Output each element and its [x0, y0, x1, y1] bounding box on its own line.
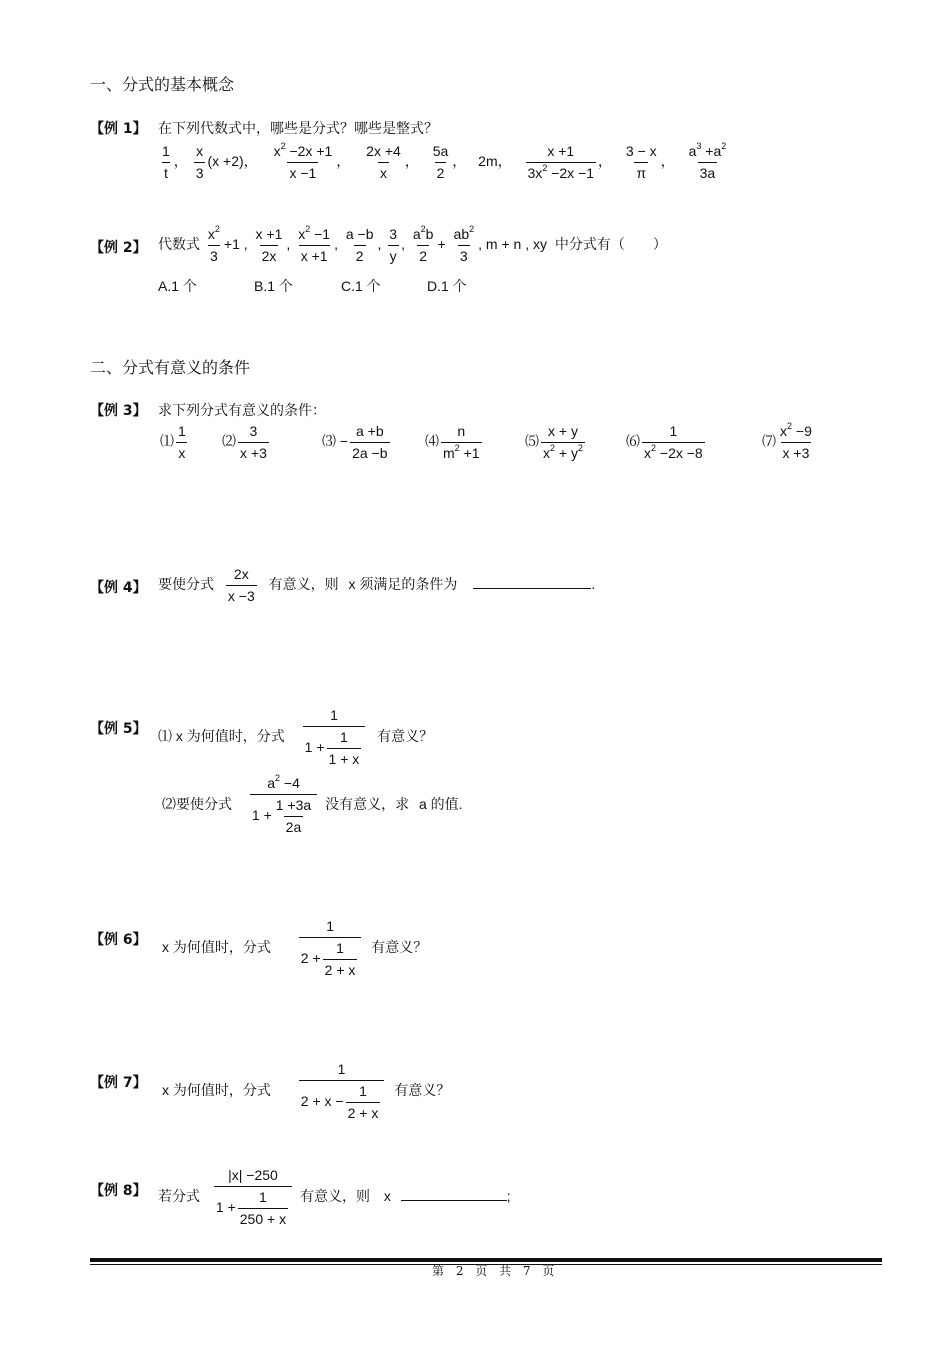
ex4-answer-blank[interactable] [473, 588, 591, 589]
section-2-title: 二、分式有意义的条件 [90, 358, 251, 377]
ex1-fraction-8: $\frac{3 - x}{\pi}$ [625, 143, 657, 181]
ex2-fraction-5: $\frac{3}{y}$ [389, 226, 398, 264]
ex1-fraction-5: $\frac{5a}{2}$ [432, 143, 449, 181]
ex3-item-5: ⑸ $\frac{x + y}{x^2 + y^2}$ [525, 423, 583, 461]
ex1-fraction-4: $\frac{2x +4}{x}$ [366, 143, 401, 181]
ex1-term-6: 2m [478, 153, 498, 170]
ex1-fraction-3: $\frac{x^2 -2x +1}{x -1}$ [273, 141, 333, 181]
example-2-option-b: B.1 个 [254, 278, 293, 294]
example-5-part-2: ⑵要使分式 $a^2 -4$ 1 + $\frac{1 +3a}{2a}$ 没有意义，求 a 的值. [162, 773, 463, 835]
ex3-item-2: ⑵ $\frac{3}{x +3}$ [222, 423, 267, 461]
example-3-prompt: 求下列分式有意义的条件： [158, 403, 326, 419]
ex3-item-6: ⑹ $\frac{1}{x^2 -2x -8}$ [626, 423, 703, 461]
ex5-fraction-2: $a^2 -4$ 1 + $\frac{1 +3a}{2a}$ [250, 775, 317, 836]
example-4-body: 要使分式 $\frac{2x}{x -3}$ 有意义，则 x 须满足的条件为 . [158, 566, 596, 604]
ex3-item-4: ⑷ $\frac{n}{m^2 +1}$ [425, 423, 480, 461]
ex1-fraction-9: $\frac{a^3 +a^2}{3a}$ [688, 141, 727, 181]
ex3-item-7: ⑺ $\frac{x^2 -9}{x +3}$ [762, 421, 812, 461]
ex3-item-1: ⑴ $\frac{1}{x}$ [160, 423, 186, 461]
example-2-option-d: D.1 个 [427, 278, 467, 294]
example-2-option-a: A.1 个 [158, 278, 197, 294]
ex2-fraction-3: $\frac{x^2 -1}{x +1}$ [298, 224, 331, 264]
ex1-fraction-7: $\frac{x +1}{3x^2 -2x -1}$ [527, 143, 595, 181]
ex2-fraction-7: $\frac{ab^2}{3}$ [453, 224, 475, 264]
example-1-label: 【例 1】 [90, 121, 147, 137]
ex7-fraction: 1 2 + x − $\frac{1}{2 + x}$ [299, 1061, 385, 1122]
ex2-fraction-1: $\frac{x^2}{3}$ [207, 224, 220, 264]
ex6-fraction: 1 2 + $\frac{1}{2 + x}$ [299, 918, 362, 979]
example-8-label: 【例 8】 [90, 1183, 147, 1199]
example-1-expressions: $\frac{1}{t}$ ， $\frac{x}{3}$ (x +2)， $\frac{x^2 -2x +1}{x -1}$ ， $\frac{2x +4}{x}$ ， $\frac{5a}{2}$ ， 2m， $\frac{x +1}{3x^2 -2x -1}$ ， $\frac{3 - x}{\pi}$ ， $\frac{a^3 +a^2}{3a}$ [162, 141, 727, 181]
example-5-part-1: ⑴ x 为何值时，分式 1 1 + $\frac{1}{1 + x}$ 有意义？ [158, 707, 434, 767]
example-4-label: 【例 4】 [90, 580, 147, 596]
example-7-body: x 为何值时，分式 1 2 + x − $\frac{1}{2 + x}$ 有意义？ [162, 1061, 451, 1121]
ex8-answer-blank[interactable] [401, 1200, 507, 1201]
section-1-title: 一、分式的基本概念 [90, 75, 235, 94]
example-5-label: 【例 5】 [90, 721, 147, 737]
ex5-fraction-1: 1 1 + $\frac{1}{1 + x}$ [303, 707, 366, 768]
example-6-body: x 为何值时，分式 1 2 + $\frac{1}{2 + x}$ 有意义？ [162, 918, 428, 978]
ex3-item-3: ⑶ − $\frac{a +b}{2a -b}$ [322, 423, 388, 461]
ex8-fraction: |x| −250 1 + $\frac{1}{250 + x}$ [214, 1167, 292, 1228]
ex2-fraction-2: $\frac{x +1}{2x}$ [255, 226, 283, 264]
ex1-fraction-2: $\frac{x}{3}$ [195, 143, 204, 181]
page-footer: 第 2 页 共 7 页 [432, 1264, 559, 1278]
example-2-option-c: C.1 个 [341, 278, 381, 294]
example-8-body: 若分式 |x| −250 1 + $\frac{1}{250 + x}$ 有意义，则 x ; [158, 1167, 511, 1227]
ex2-fraction-6: $\frac{a^2b}{2}$ [412, 224, 434, 264]
example-6-label: 【例 6】 [90, 932, 147, 948]
example-2-expressions: 代数式 $\frac{x^2}{3}$ +1 , $\frac{x +1}{2x}$ , $\frac{x^2 -1}{x +1}$ , $\frac{a -b}{2}$ , $\frac{3}{y}$ , $\frac{a^2b}{2}$ + $\frac{ab^2}{3}$ , m + n , xy 中分式有（ ） [158, 224, 667, 264]
example-7-label: 【例 7】 [90, 1075, 147, 1091]
example-1-prompt: 在下列代数式中，哪些是分式？哪些是整式？ [158, 121, 438, 137]
example-2-label: 【例 2】 [90, 240, 147, 256]
example-3-label: 【例 3】 [90, 403, 147, 419]
ex1-fraction-1: $\frac{1}{t}$ [162, 143, 170, 181]
ex2-fraction-4: $\frac{a -b}{2}$ [345, 226, 374, 264]
ex4-fraction: $\frac{2x}{x -3}$ [227, 566, 255, 604]
